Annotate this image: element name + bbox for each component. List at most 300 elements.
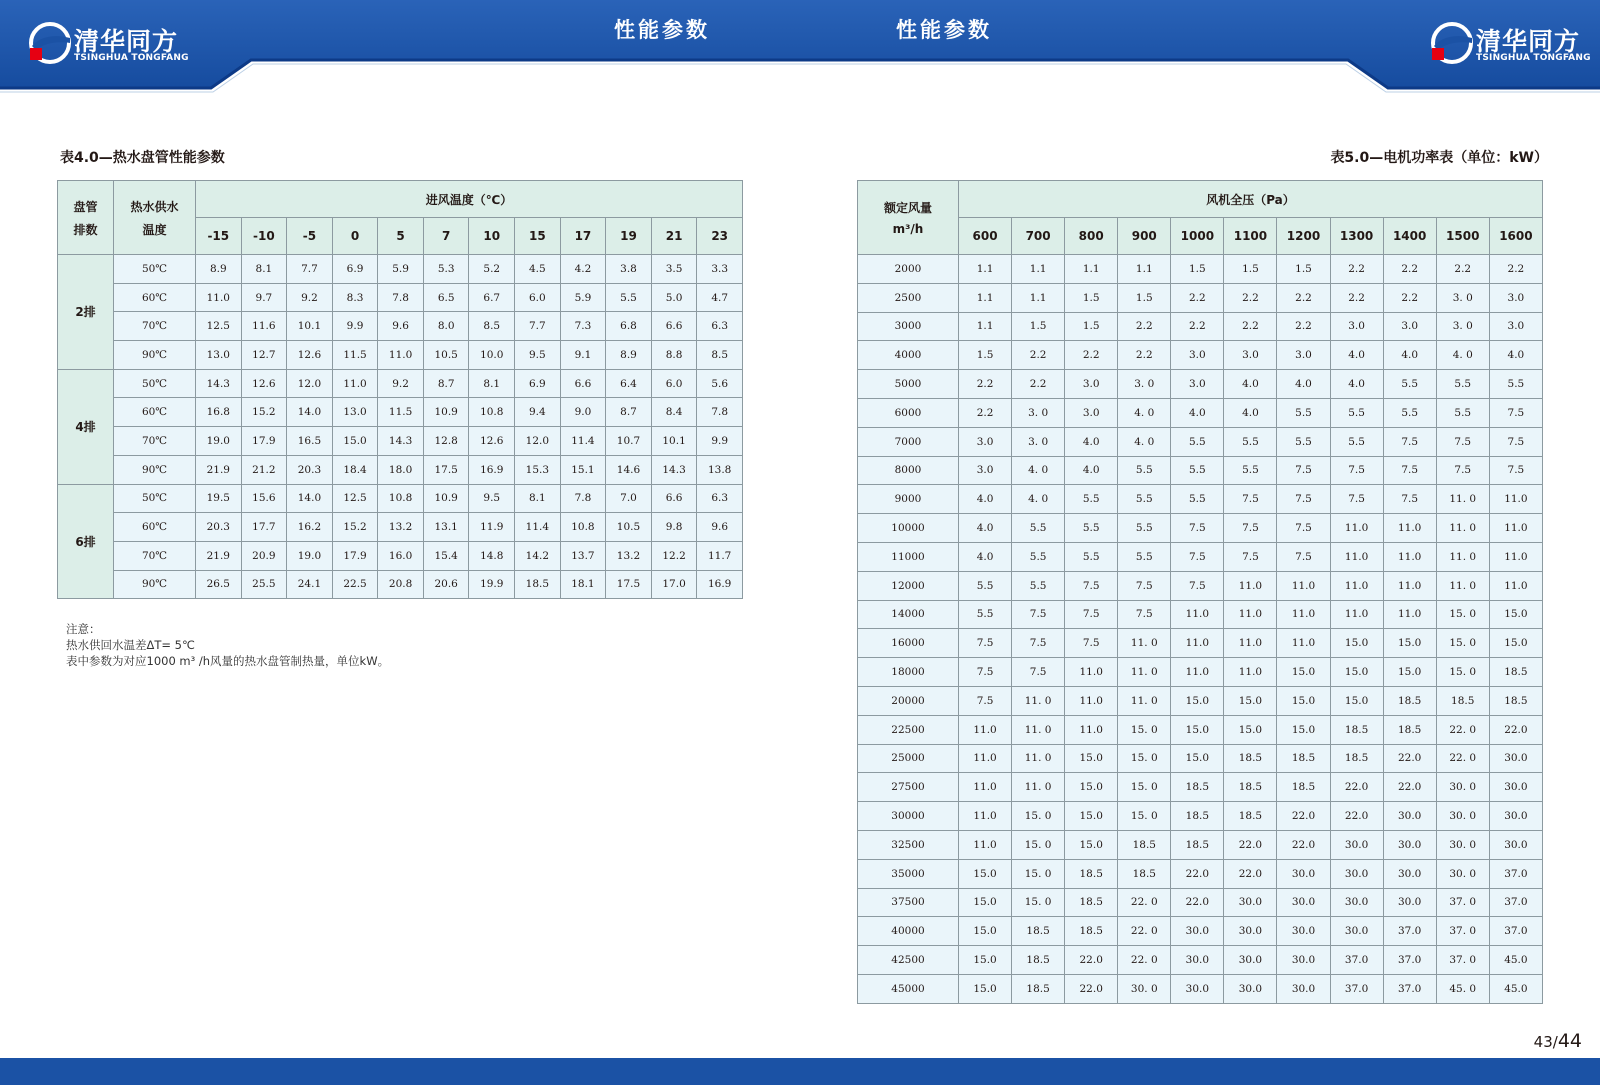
table-cell: 13.0: [196, 341, 242, 370]
table-cell: 18.5: [1118, 859, 1171, 888]
table-cell: 11.0: [1277, 571, 1330, 600]
table-cell: 1.1: [1012, 255, 1065, 284]
table-cell: 15. 0: [1118, 773, 1171, 802]
table-cell: 15.0: [1330, 658, 1383, 687]
table-cell: 11. 0: [1012, 773, 1065, 802]
table-cell: 18.0: [378, 455, 424, 484]
coil-rows-label: 6排: [58, 484, 114, 599]
table-cell: 16.9: [469, 455, 515, 484]
table-row: [858, 744, 1543, 773]
airflow-cell: 2000: [858, 255, 959, 284]
table-cell: 15.2: [332, 513, 378, 542]
table-cell: 30.0: [1330, 859, 1383, 888]
table-cell: 11.0: [1489, 514, 1542, 543]
table-cell: 9.6: [378, 312, 424, 341]
table-cell: 7.5: [1436, 456, 1489, 485]
table-cell: 7.5: [1277, 456, 1330, 485]
table-cell: 5.5: [1383, 398, 1436, 427]
table-cell: 37. 0: [1436, 917, 1489, 946]
coil-rows-header-line-1: 盘管: [73, 199, 98, 214]
airflow-cell: 30000: [858, 802, 959, 831]
table-cell: 4.0: [1489, 341, 1542, 370]
table-cell: 2.2: [959, 370, 1012, 399]
table-cell: 20.3: [196, 513, 242, 542]
table-cell: 15.0: [1171, 715, 1224, 744]
table-cell: 18.5: [1171, 802, 1224, 831]
table-cell: 2.2: [1118, 312, 1171, 341]
table-row: [858, 312, 1543, 341]
supply-temp-cell: 50℃: [114, 255, 196, 284]
table-cell: 22.0: [1171, 859, 1224, 888]
table-cell: 20.8: [378, 570, 424, 599]
supply-temp-cell: 60℃: [114, 513, 196, 542]
table-cell: 7.5: [1277, 542, 1330, 571]
table-cell: 9.7: [241, 283, 287, 312]
table-cell: 3. 0: [1012, 427, 1065, 456]
temp-header-cell: -15: [196, 218, 242, 255]
table-cell: 2.2: [1224, 283, 1277, 312]
footer-band: [0, 1058, 1600, 1085]
table-cell: 30.0: [1171, 917, 1224, 946]
table-cell: 22.0: [1065, 946, 1118, 975]
table-cell: 4. 0: [1118, 427, 1171, 456]
table-cell: 7.5: [1489, 398, 1542, 427]
table-cell: 15.3: [515, 455, 561, 484]
table-cell: 5.5: [1383, 370, 1436, 399]
table-cell: 1.1: [959, 283, 1012, 312]
table-cell: 14.6: [606, 455, 652, 484]
table-cell: 22.0: [1171, 888, 1224, 917]
table5-motor-power: [857, 180, 1543, 1004]
table-cell: 2.2: [1489, 255, 1542, 284]
table-row: [858, 715, 1543, 744]
table-row: [58, 541, 743, 570]
table-cell: 18.5: [1277, 744, 1330, 773]
table-cell: 15. 0: [1012, 859, 1065, 888]
table-cell: 30.0: [1383, 888, 1436, 917]
table-cell: 6.9: [515, 369, 561, 398]
table-row: [858, 888, 1543, 917]
table-cell: 11. 0: [1118, 686, 1171, 715]
table-cell: 15. 0: [1436, 600, 1489, 629]
table-cell: 37. 0: [1436, 946, 1489, 975]
pressure-header-cell: 700: [1012, 218, 1065, 255]
airflow-cell: 3000: [858, 312, 959, 341]
table-cell: 5.5: [1436, 398, 1489, 427]
table-cell: 5.5: [1065, 542, 1118, 571]
table-cell: 1.1: [1118, 255, 1171, 284]
airflow-cell: 42500: [858, 946, 959, 975]
table-cell: 9.8: [651, 513, 697, 542]
table-cell: 8.5: [469, 312, 515, 341]
table-cell: 26.5: [196, 570, 242, 599]
table-cell: 18.5: [1012, 974, 1065, 1003]
table-cell: 7.5: [1171, 514, 1224, 543]
airflow-cell: 14000: [858, 600, 959, 629]
table-cell: 30.0: [1489, 802, 1542, 831]
pressure-header-cell: 1100: [1224, 218, 1277, 255]
table-cell: 7.0: [606, 484, 652, 513]
table-cell: 15. 0: [1118, 744, 1171, 773]
temp-header-cell: -10: [241, 218, 287, 255]
temp-header-cell: 17: [560, 218, 606, 255]
table-row: [858, 542, 1543, 571]
table-cell: 3.0: [1489, 312, 1542, 341]
table-cell: 1.5: [1012, 312, 1065, 341]
airflow-cell: 16000: [858, 629, 959, 658]
table-cell: 11.0: [378, 341, 424, 370]
table-cell: 9.1: [560, 341, 606, 370]
table-cell: 8.1: [241, 255, 287, 284]
table-cell: 18.5: [1065, 859, 1118, 888]
table-cell: 22.0: [1277, 830, 1330, 859]
table-cell: 5.5: [606, 283, 652, 312]
table-cell: 11. 0: [1012, 686, 1065, 715]
table-row: [58, 341, 743, 370]
table-cell: 7.8: [378, 283, 424, 312]
coil-rows-header-line-2: 排数: [73, 222, 98, 237]
table-cell: 30.0: [1277, 974, 1330, 1003]
table-cell: 22. 0: [1118, 888, 1171, 917]
pressure-header-cell: 1500: [1436, 218, 1489, 255]
table-cell: 11.4: [560, 427, 606, 456]
table-cell: 2.2: [1012, 341, 1065, 370]
table-cell: 22.5: [332, 570, 378, 599]
table-cell: 5.5: [1118, 456, 1171, 485]
table-cell: 8.1: [515, 484, 561, 513]
table-cell: 16.9: [697, 570, 743, 599]
table-cell: 19.0: [196, 427, 242, 456]
table-cell: 1.5: [1118, 283, 1171, 312]
pressure-header-cell: 800: [1065, 218, 1118, 255]
table-cell: 22.0: [1489, 715, 1542, 744]
table-cell: 6.6: [651, 484, 697, 513]
table-cell: 4.0: [1065, 427, 1118, 456]
table-cell: 12.5: [332, 484, 378, 513]
table-cell: 30.0: [1277, 946, 1330, 975]
rated-airflow-header-line-1: 额定风量: [883, 201, 932, 215]
table-cell: 5.5: [1436, 370, 1489, 399]
table-cell: 11.0: [959, 802, 1012, 831]
pressure-header-cell: 1400: [1383, 218, 1436, 255]
airflow-cell: 8000: [858, 456, 959, 485]
table-cell: 15.0: [959, 917, 1012, 946]
table-cell: 18.5: [1171, 830, 1224, 859]
table-cell: 12.6: [241, 369, 287, 398]
table5-title: 表5.0—电机功率表（单位：kW）: [1330, 150, 1548, 166]
table-cell: 7.8: [560, 484, 606, 513]
table-cell: 30.0: [1330, 830, 1383, 859]
table-cell: 3.0: [1489, 283, 1542, 312]
table-cell: 5.5: [1224, 427, 1277, 456]
table-cell: 11.0: [1171, 600, 1224, 629]
table-row: [858, 398, 1543, 427]
supply-temp-cell: 90℃: [114, 455, 196, 484]
table-cell: 30.0: [1489, 773, 1542, 802]
table-cell: 3.0: [1383, 312, 1436, 341]
table-cell: 7.5: [1224, 514, 1277, 543]
temp-header-cell: -5: [287, 218, 333, 255]
table-cell: 11. 0: [1118, 658, 1171, 687]
table-cell: 7.5: [1012, 658, 1065, 687]
table-cell: 7.5: [1277, 514, 1330, 543]
table-cell: 11.0: [1065, 686, 1118, 715]
table-cell: 15.0: [959, 946, 1012, 975]
table-cell: 5.5: [1118, 485, 1171, 514]
supply-temp-cell: 70℃: [114, 427, 196, 456]
table-cell: 9.6: [697, 513, 743, 542]
table-cell: 4.5: [515, 255, 561, 284]
pressure-header-cell: 1600: [1489, 218, 1542, 255]
table-cell: 7.5: [1224, 485, 1277, 514]
table-cell: 12.5: [196, 312, 242, 341]
table-cell: 20.9: [241, 541, 287, 570]
table-cell: 7.5: [1065, 629, 1118, 658]
table-cell: 4.0: [1330, 341, 1383, 370]
table-cell: 11.0: [1330, 514, 1383, 543]
pressure-header-cell: 1200: [1277, 218, 1330, 255]
table-cell: 2.2: [1065, 341, 1118, 370]
table-cell: 2.2: [1224, 312, 1277, 341]
supply-temp-cell: 60℃: [114, 398, 196, 427]
table-row: [858, 485, 1543, 514]
table-cell: 6.5: [423, 283, 469, 312]
table-cell: 15.0: [1224, 686, 1277, 715]
table-cell: 6.4: [606, 369, 652, 398]
table-cell: 11.0: [196, 283, 242, 312]
table-cell: 37.0: [1330, 974, 1383, 1003]
table-cell: 11. 0: [1012, 744, 1065, 773]
notes-line-1: 热水供回水温差ΔT= 5℃: [66, 638, 195, 652]
table-cell: 18.5: [1224, 744, 1277, 773]
brand-name-en: TSINGHUA TONGFANG: [74, 53, 189, 63]
table-cell: 13.8: [697, 455, 743, 484]
table-cell: 5.5: [1330, 398, 1383, 427]
table-cell: 30. 0: [1436, 802, 1489, 831]
table-cell: 18.5: [1012, 917, 1065, 946]
table-cell: 10.1: [651, 427, 697, 456]
table-cell: 4. 0: [1436, 341, 1489, 370]
table-cell: 30.0: [1224, 974, 1277, 1003]
table-cell: 18.5: [1489, 686, 1542, 715]
table-cell: 8.4: [651, 398, 697, 427]
table-cell: 15.0: [1224, 715, 1277, 744]
table-cell: 11.0: [1224, 571, 1277, 600]
table-cell: 18.4: [332, 455, 378, 484]
supply-temp-cell: 90℃: [114, 341, 196, 370]
table-cell: 3.0: [959, 456, 1012, 485]
temp-header-cell: 23: [697, 218, 743, 255]
table-cell: 11.9: [469, 513, 515, 542]
table-cell: 7.5: [1383, 485, 1436, 514]
table-cell: 4. 0: [1118, 398, 1171, 427]
table-cell: 4.2: [560, 255, 606, 284]
table-cell: 18.5: [1383, 686, 1436, 715]
table-cell: 30. 0: [1436, 773, 1489, 802]
table-cell: 30. 0: [1118, 974, 1171, 1003]
table-cell: 7.5: [1118, 571, 1171, 600]
table-cell: 3.0: [1065, 398, 1118, 427]
table-cell: 11.6: [241, 312, 287, 341]
table-cell: 30.0: [1330, 888, 1383, 917]
table-cell: 11.0: [959, 773, 1012, 802]
table-cell: 11.7: [697, 541, 743, 570]
airflow-cell: 7000: [858, 427, 959, 456]
table-cell: 5.5: [1171, 456, 1224, 485]
table-cell: 37.0: [1489, 888, 1542, 917]
temp-header-cell: 15: [515, 218, 561, 255]
table-cell: 15.0: [1065, 773, 1118, 802]
table-cell: 7.5: [959, 658, 1012, 687]
pressure-header-cell: 600: [959, 218, 1012, 255]
table-cell: 14.0: [287, 398, 333, 427]
table-cell: 10.9: [423, 398, 469, 427]
table-cell: 15.0: [959, 859, 1012, 888]
table-cell: 12.2: [651, 541, 697, 570]
table-cell: 2.2: [1171, 283, 1224, 312]
table-cell: 15.0: [1065, 744, 1118, 773]
supply-temp-cell: 70℃: [114, 541, 196, 570]
table-cell: 8.9: [196, 255, 242, 284]
table-cell: 4.0: [1224, 398, 1277, 427]
table-cell: 7.7: [515, 312, 561, 341]
table-cell: 2.2: [1383, 255, 1436, 284]
table-cell: 10.8: [560, 513, 606, 542]
table-cell: 11.0: [1330, 600, 1383, 629]
temp-header-cell: 0: [332, 218, 378, 255]
table-cell: 7.5: [1330, 485, 1383, 514]
table-cell: 30.0: [1489, 830, 1542, 859]
table-cell: 1.5: [1171, 255, 1224, 284]
table-cell: 30.0: [1330, 917, 1383, 946]
table-cell: 8.3: [332, 283, 378, 312]
table-cell: 22. 0: [1436, 715, 1489, 744]
table-cell: 22.0: [1224, 859, 1277, 888]
table-cell: 45.0: [1489, 974, 1542, 1003]
table-row: [858, 427, 1543, 456]
table-cell: 11.0: [1171, 629, 1224, 658]
table-cell: 6.3: [697, 484, 743, 513]
table-cell: 2.2: [1330, 255, 1383, 284]
table-cell: 7.5: [959, 629, 1012, 658]
table-cell: 7.5: [1436, 427, 1489, 456]
page-current: 43: [1533, 1033, 1553, 1051]
table-cell: 2.2: [1277, 283, 1330, 312]
table-row: [58, 312, 743, 341]
table-cell: 15. 0: [1012, 830, 1065, 859]
table-cell: 17.9: [241, 427, 287, 456]
table-cell: 11.0: [1277, 629, 1330, 658]
table-cell: 6.3: [697, 312, 743, 341]
table-cell: 11.0: [1383, 514, 1436, 543]
table-cell: 7.5: [1383, 427, 1436, 456]
table-cell: 4. 0: [1012, 485, 1065, 514]
table-cell: 37.0: [1330, 946, 1383, 975]
temp-header-cell: 10: [469, 218, 515, 255]
table-cell: 18.5: [1436, 686, 1489, 715]
table-cell: 5.3: [423, 255, 469, 284]
table-cell: 5.5: [1224, 456, 1277, 485]
table-row: [858, 456, 1543, 485]
table-cell: 18.5: [1383, 715, 1436, 744]
supply-temp-cell: 50℃: [114, 484, 196, 513]
table4-hot-water-coil: [57, 180, 743, 599]
table-cell: 12.6: [287, 341, 333, 370]
table-cell: 5.5: [1171, 485, 1224, 514]
airflow-cell: 4000: [858, 341, 959, 370]
table-cell: 11. 0: [1436, 514, 1489, 543]
table-cell: 15.0: [1330, 686, 1383, 715]
table-row: [58, 427, 743, 456]
table-cell: 11. 0: [1436, 542, 1489, 571]
table-cell: 16.2: [287, 513, 333, 542]
table-cell: 18.5: [1330, 715, 1383, 744]
table-cell: 15.0: [1171, 744, 1224, 773]
table-cell: 9.9: [697, 427, 743, 456]
table-cell: 3.0: [959, 427, 1012, 456]
table-cell: 30.0: [1489, 744, 1542, 773]
table-cell: 7.5: [1171, 542, 1224, 571]
table-cell: 12.8: [423, 427, 469, 456]
table-cell: 11. 0: [1118, 629, 1171, 658]
airflow-cell: 2500: [858, 283, 959, 312]
table-cell: 11.0: [1224, 600, 1277, 629]
table-row: [58, 570, 743, 599]
table-cell: 18.5: [1065, 888, 1118, 917]
table-cell: 13.2: [378, 513, 424, 542]
temp-header-cell: 7: [423, 218, 469, 255]
table-cell: 9.2: [287, 283, 333, 312]
table-cell: 8.0: [423, 312, 469, 341]
table-row: [858, 658, 1543, 687]
supply-temp-cell: 60℃: [114, 283, 196, 312]
table-cell: 3.0: [1171, 341, 1224, 370]
table-cell: 1.1: [959, 255, 1012, 284]
table-cell: 14.3: [196, 369, 242, 398]
table-cell: 5.5: [1330, 427, 1383, 456]
notes-block: [66, 621, 389, 669]
airflow-cell: 45000: [858, 974, 959, 1003]
table-cell: 18.1: [560, 570, 606, 599]
table-cell: 7.5: [1065, 571, 1118, 600]
table-row: [858, 514, 1543, 543]
table-row: [58, 283, 743, 312]
table-cell: 3.5: [651, 255, 697, 284]
table5-pressure-row: [858, 218, 1543, 255]
table-cell: 4. 0: [1012, 456, 1065, 485]
table-cell: 15. 0: [1436, 629, 1489, 658]
table-cell: 37.0: [1383, 917, 1436, 946]
table-cell: 8.7: [423, 369, 469, 398]
table-cell: 11.0: [1224, 629, 1277, 658]
table-cell: 1.5: [1065, 283, 1118, 312]
table-cell: 4.0: [1171, 398, 1224, 427]
table-cell: 7.8: [697, 398, 743, 427]
table-cell: 11.0: [1383, 600, 1436, 629]
table-cell: 7.5: [1489, 456, 1542, 485]
table-cell: 20.6: [423, 570, 469, 599]
table-cell: 13.0: [332, 398, 378, 427]
table-cell: 3.0: [1277, 341, 1330, 370]
table5-header-row: [858, 181, 1543, 218]
table-cell: 30.0: [1171, 974, 1224, 1003]
table-row: [858, 830, 1543, 859]
table-cell: 3.0: [1330, 312, 1383, 341]
table-cell: 15.0: [959, 974, 1012, 1003]
rated-airflow-header-line-2: m³/h: [892, 222, 924, 236]
table-cell: 3. 0: [1012, 398, 1065, 427]
table-cell: 5.9: [560, 283, 606, 312]
